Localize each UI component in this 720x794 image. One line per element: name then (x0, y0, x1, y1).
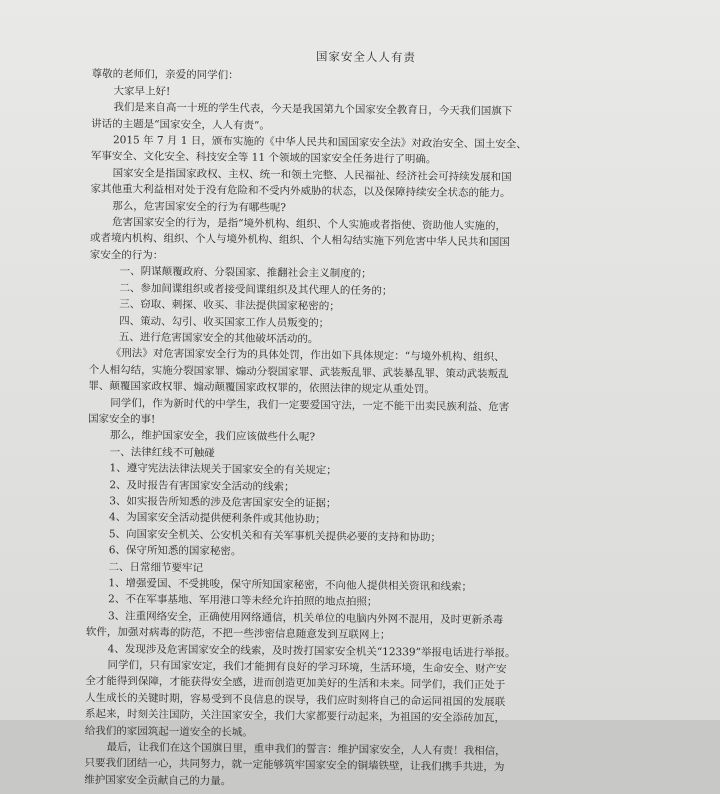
text-line: 系起来，时刻关注国防，关注国家安全，我们大家都要行动起来，为祖国的安全添砖加瓦， (84, 708, 506, 725)
text-line: 个人相勾结，实施分裂国家罪、煽动分裂国家罪、武装叛乱罪、武装暴乱罪、策动武装叛乱 (88, 363, 509, 381)
text-line: 同学们，作为新时代的中学生，我们一定要爱国守法，一定不能干出卖民族利益、危害 (110, 396, 510, 413)
text-line: 1、增强爱国、不受挑唆，保守所知国家秘密，不向他人提供相关资讯和线索； (108, 577, 473, 594)
text-line: 国家安全的事! (88, 412, 156, 426)
text-line: 3、注重网络安全，正确使用网络通信，机关单位的电脑内外网不混用，及时更新杀毒 (107, 610, 504, 627)
text-line: 2015 年 7 月 1 日，颁布实施的《中华人民共和国国家安全法》对政治安全、国土安全、 (112, 134, 527, 151)
document-title: 国家安全人人有责 (315, 49, 416, 65)
text-line: 只要我们团结一心，共同努力，就一定能够筑牢国家安全的铜墙铁壁，让我们携手共进，为 (84, 757, 505, 774)
text-line: 我们是来自高一十班的学生代表，今天是我国第九个国家安全教育日，今天我们国旗下 (113, 101, 513, 118)
text-line: 1、遵守宪法法律法规关于国家安全的有关规定； (109, 462, 337, 477)
text-line: 一、法律红线不可触碰 (109, 445, 215, 460)
text-line: 讲话的主题是“国家安全，人人有责”。 (91, 117, 270, 132)
text-line: 4、为国家安全活动提供便利条件或其他协助； (108, 511, 326, 526)
text-line: 2、不在军事基地、军用港口等未经允许拍照的地点拍照； (108, 593, 378, 609)
text-line: 国家安全是指国家政权、主权、统一和领土完整、人民福祉、经济社会可持续发展和国 (112, 167, 512, 184)
text-line: 危害国家安全的行为，是指“境外机构、组织、个人实施或者指使、资助他人实施的， (112, 216, 507, 233)
text-line: 家安全的行为： (89, 248, 164, 262)
text-line: 2、及时报告有害国家安全活动的线索； (109, 478, 295, 493)
text-line: 那么，危害国家安全的行为有哪些呢? (112, 199, 287, 214)
text-line: 软件，加强对病毒的防范，不把一些涉密信息随意发到互联网上； (85, 626, 391, 642)
text-line: 全才能得到保障，才能获得安全感，进而创造更加美好的生活和未来。同学们，我们正处于 (85, 675, 506, 692)
text-line: 尊敬的老师们，亲爱的同学们： (91, 68, 239, 82)
text-line: 给我们的家园筑起一道安全的长城。 (84, 724, 253, 739)
document-paragraphs (84, 66, 640, 794)
text-line: 同学们，只有国家安定，我们才能拥有良好的学习环境，生活环境，生命安全、财产安 (107, 659, 507, 676)
text-line: 家其他重大利益相对处于没有危险和不受内外威胁的状态，以及保障持续安全状态的能力。 (90, 183, 511, 200)
text-line: 最后，让我们在这个国旗日里，重申我们的誓言：维护国家安全，人人有责！我相信， (106, 741, 506, 758)
text-line: 四、策动、勾引、收买国家工作人员叛变的； (119, 314, 330, 329)
text-line: 五、进行危害国家安全的其他破坏活动的。 (118, 331, 319, 346)
text-line: 那么，维护国家安全，我们应该做些什么呢? (109, 429, 316, 444)
text-line: 罪、颠覆国家政权罪、煽动颠覆国家政权罪的，依照法律的规定从重处罚。 (88, 380, 435, 396)
text-line: 二、日常细节要牢记 (108, 560, 204, 574)
text-line: 或者境内机构、组织、个人与境外机构、组织、个人相勾结实施下列危害中华人民共和国国 (89, 232, 511, 249)
text-line: 人生成长的关键时期，容易受到不良信息的误导，我们应时刻将自己的命运同祖国的发展联 (85, 691, 506, 709)
text-line: 三、窃取、刺探、收买、非法提供国家秘密的； (119, 298, 340, 313)
text-line: 军事安全、文化安全、科技安全等 11 个领域的国家安全任务进行了明确。 (90, 150, 437, 167)
text-line: 《刑法》对危害国家安全行为的具体处罚，作出如下具体规定：“与境外机构、组织、 (110, 347, 505, 364)
text-line: 二、参加间谍组织或者接受间谍组织及其代理人的任务的； (119, 281, 393, 297)
document-body (84, 46, 640, 794)
text-line: 6、保守所知悉的国家秘密。 (108, 544, 242, 558)
text-line: 4、发现涉及危害国家安全的线索，及时拨打国家安全机关“12339”举报电话进行举报。 (107, 642, 516, 660)
text-line: 大家早上好! (113, 85, 171, 98)
text-line: 一、阴谋颠覆政府、分裂国家、推翻社会主义制度的； (119, 265, 372, 281)
text-line: 维护国家安全贡献自己的力量。 (84, 773, 232, 788)
text-line: 5、向国家安全机关、公安机关和有关军事机关提供必要的支持和协助； (108, 527, 442, 544)
text-line: 3、如实报告所知悉的涉及危害国家安全的证据； (109, 495, 337, 510)
